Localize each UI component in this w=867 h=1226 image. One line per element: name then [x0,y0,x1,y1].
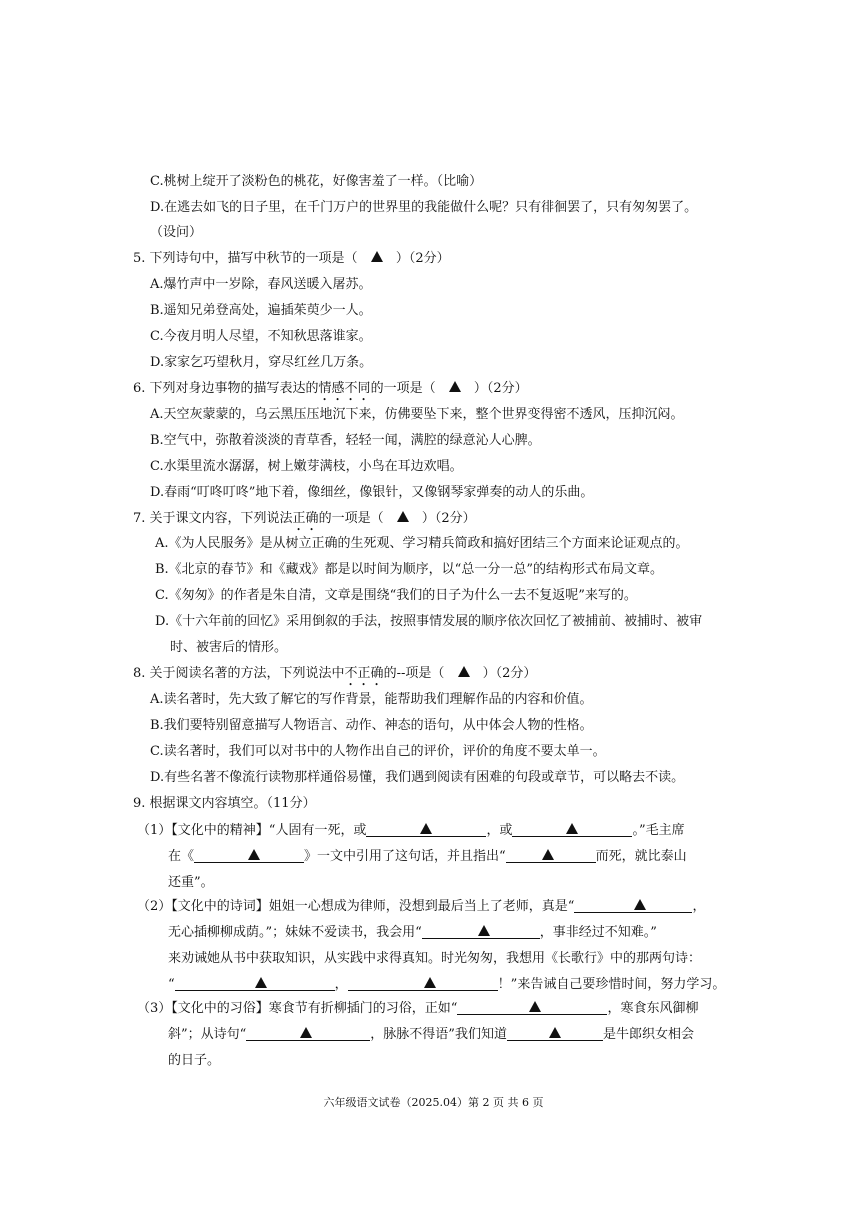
q6-stem [133,380,528,404]
q9-2-text: ，事非经过不知难。” [539,925,657,940]
q7-option-d-line1: D.《十六年前的回忆》采用倒叙的手法，按照事情发展的顺序依次回忆了被捕前、被捕时、被审 [155,614,703,629]
q9-3-line2 [168,1026,694,1044]
q6-option-a: A.天空灰蒙蒙的，乌云黑压压地沉下来，仿佛要坠下来，整个世界变得密不透风，压抑沉闷。 [150,407,684,422]
q9-1-text: 而死，就比泰山 [595,849,687,864]
q9-2-number: （2） [137,899,172,914]
q8-stem-emphasis: 不正确 [344,666,384,681]
answer-triangle-icon [449,665,479,683]
fill-blank[interactable] [574,898,692,913]
fill-blank[interactable] [457,1000,607,1015]
fill-blank[interactable] [348,976,498,991]
answer-triangle-icon [388,510,418,528]
q8-stem [133,665,536,689]
answer-triangle-icon [566,823,578,834]
q7-option-d-line2: 时、被害后的情形。 [170,640,288,655]
q4-option-d-line1: D.在逃去如飞的日子里，在千门万户的世界里的我能做什么呢？只有徘徊罢了，只有匆匆罢了。 [150,200,698,215]
q9-3-text: 寒食节有折柳插门的习俗，正如“ [268,1001,458,1016]
fill-blank[interactable] [175,976,335,991]
q7-stem-text-c: ）（2分） [421,511,476,526]
answer-triangle-icon [549,1027,561,1038]
q9-2-tag: 【文化中的诗词】 [171,899,269,914]
answer-triangle-icon [634,899,646,910]
q9-2-text: “ [168,977,175,992]
q9-1-text: 》一文中引用了这句话，并且指出“ [304,849,506,864]
q9-1-line1 [137,822,685,840]
q9-1-tag: 【文化中的精神】 [171,823,269,838]
q8-stem-text-a: 8. 关于阅读名著的方法，下列说法中 [133,666,345,681]
answer-triangle-icon [362,250,392,268]
fill-blank[interactable] [506,848,596,863]
answer-triangle-icon [424,977,436,988]
answer-triangle-icon [248,849,260,860]
q9-1-line3: 还重”。 [168,875,214,890]
q9-1-text: “人固有一死，或 [268,823,367,838]
q9-2-line4 [168,976,725,994]
q5-option-d: D.家家乞巧望秋月，穿尽红丝几万条。 [150,355,373,370]
fill-blank[interactable] [422,924,540,939]
q5-option-b: B.遥知兄弟登高处，遍插茱萸少一人。 [150,303,372,318]
q9-3-number: （3） [137,1001,172,1016]
q4-option-c: C.桃树上绽开了淡粉色的桃花，好像害羞了一样。（比喻） [150,174,483,189]
q9-2-text: ！”来告诫自己要珍惜时间，努力学习。 [497,977,726,992]
q9-2-line1 [137,898,705,916]
q9-3-text: ，脉脉不得语”我们知道 [370,1027,507,1042]
fill-blank[interactable] [507,1026,603,1041]
q8-stem-text-b: 的--项是（ [383,666,445,681]
fill-blank[interactable] [246,1026,370,1041]
answer-triangle-icon [529,1001,541,1012]
q9-3-text: 斜”；从诗句“ [168,1027,247,1042]
q9-3-text: ，寒食东风御柳 [607,1001,699,1016]
q7-option-a: A.《为人民服务》是从树立正确的生死观、学习精兵简政和搞好团结三个方面来论证观点的。 [155,536,689,551]
q9-2-text: ， [692,899,706,914]
q9-1-text: 在《 [168,849,195,864]
q9-1-line2 [168,848,687,866]
q5-option-a: A.爆竹声中一岁除，春风送暖入屠苏。 [150,277,372,292]
q6-stem-text-a: 6. 下列对身边事物的描写表达的 [133,381,319,396]
q5-stem-text-b: ）（2分） [395,251,450,266]
page-footer: 六年级语文试卷（2025.04）第 2 页 共 6 页 [323,1096,544,1109]
q5-stem-text-a: 5. 下列诗句中，描写中秋节的一项是（ [133,251,358,266]
q9-3-line3: 的日子。 [168,1053,221,1068]
q6-stem-emphasis: 情感不同 [318,381,371,396]
q9-3-line1 [137,1000,698,1018]
q9-2-text: ， [334,977,348,992]
fill-blank[interactable] [194,848,304,863]
answer-triangle-icon [542,849,554,860]
q9-1-number: （1） [137,823,172,838]
q6-option-d: D.春雨“叮咚叮咚”地下着，像细丝，像银针，又像钢琴家弹奏的动人的乐曲。 [150,485,594,500]
answer-triangle-icon [420,823,432,834]
q8-stem-text-c: ）（2分） [482,666,537,681]
q7-stem-text-a: 7. 关于课文内容，下列说法 [133,511,293,526]
q7-option-c: C.《匆匆》的作者是朱自清，文章是围绕“我们的日子为什么一去不复返呢”来写的。 [155,588,637,603]
answer-triangle-icon [478,925,490,936]
q7-stem [133,510,476,534]
q9-2-line3: 来劝诫她从书中获取知识，从实践中求得真知。时光匆匆，我想用《长歌行》中的那两句诗： [168,951,702,966]
q8-option-c: C.读名著时，我们可以对书中的人物作出自己的评价，评价的角度不要太单一。 [150,744,606,759]
fill-blank[interactable] [512,822,632,837]
q9-2-text: 无心插柳柳成荫。”；妹妹不爱读书，我会用“ [168,925,422,940]
q9-2-text: 姐姐一心想成为律师，没想到最后当上了老师，真是“ [268,899,575,914]
q7-stem-text-b: 的一项是（ [318,511,384,526]
fill-blank[interactable] [366,822,486,837]
answer-triangle-icon [300,1027,312,1038]
answer-triangle-icon [440,380,470,398]
q8-option-b: B.我们要特别留意描写人物语言、动作、神态的语句，从中体会人物的性格。 [150,718,593,733]
q5-option-c: C.今夜月明人尽望，不知秋思落谁家。 [150,329,372,344]
q9-3-tag: 【文化中的习俗】 [171,1001,269,1016]
q6-option-c: C.水渠里流水潺潺，树上嫩芽满枝，小鸟在耳边欢唱。 [150,459,463,474]
q9-3-text: 是牛郎织女相会 [602,1027,694,1042]
q9-2-line2 [168,924,657,942]
q6-stem-text-b: 的一项是（ [370,381,436,396]
q4-option-d-line2: （设问） [150,225,203,240]
q5-stem [133,250,450,268]
q6-stem-text-c: ）（2分） [473,381,528,396]
q7-stem-emphasis: 正确 [292,511,319,526]
q9-1-text: 。”毛主席 [632,823,685,838]
q8-option-a: A.读名著时，先大致了解它的写作背景，能帮助我们理解作品的内容和价值。 [150,692,593,707]
q8-option-d: D.有些名著不像流行读物那样通俗易懂，我们遇到阅读有困难的句段或章节，可以略去不读。 [150,770,685,785]
q6-option-b: B.空气中，弥散着淡淡的青草香，轻轻一闻，满腔的绿意沁人心脾。 [150,433,541,448]
q9-stem: 9. 根据课文内容填空。（11分） [133,796,316,811]
q7-option-b: B.《北京的春节》和《藏戏》都是以时间为顺序，以“总一分一总”的结构形式布局文章。 [155,562,663,577]
q9-1-text: ，或 [486,823,513,838]
answer-triangle-icon [255,977,267,988]
